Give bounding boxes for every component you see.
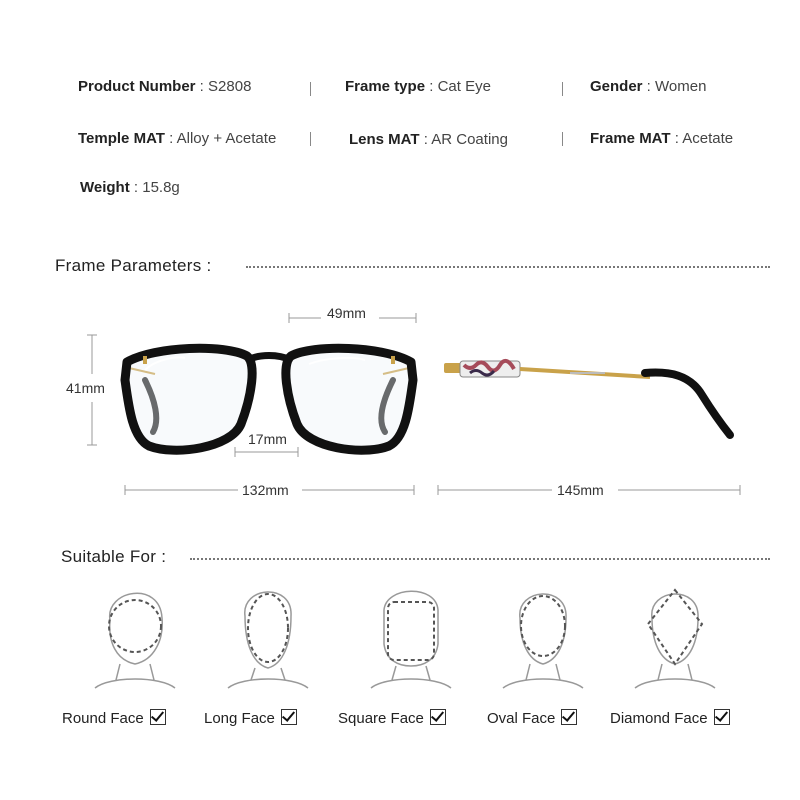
lens-width-label: 49mm [327, 305, 366, 321]
face-label-text: Long Face [204, 710, 275, 727]
glasses-side-icon [440, 355, 745, 450]
face-label-long [204, 709, 297, 727]
spec-frame-mat: Frame MAT : Acetate [590, 130, 734, 147]
spec-label: Temple MAT [78, 130, 165, 147]
face-label-text: Oval Face [487, 710, 556, 727]
spec-value: Women [655, 78, 707, 95]
face-label-diamond [610, 709, 730, 727]
face-label-oval [487, 709, 577, 727]
face-label-text: Square Face [338, 710, 424, 727]
temple-length-label: 145mm [557, 482, 604, 498]
checkbox-icon [714, 709, 730, 725]
oval-face-icon [498, 580, 588, 690]
checkbox-icon [430, 709, 446, 725]
square-face-icon [366, 580, 456, 690]
section-dotted-line [190, 558, 770, 560]
spec-value: S2808 [208, 78, 252, 95]
face-label-square [338, 709, 446, 727]
long-face-icon [223, 580, 313, 690]
spec-label: Frame MAT [590, 130, 671, 147]
spec-value: Alloy + Acetate [176, 130, 277, 147]
round-face-icon [90, 580, 180, 690]
section-dotted-line [246, 266, 770, 268]
face-label-round [62, 709, 166, 727]
spec-lens-mat: Lens MAT : AR Coating [349, 131, 508, 148]
divider [310, 82, 311, 96]
face-label-text: Diamond Face [610, 710, 708, 727]
spec-weight: Weight : 15.8g [80, 179, 180, 196]
spec-gender: Gender : Women [590, 78, 707, 95]
checkbox-icon [150, 709, 166, 725]
glasses-front-icon [115, 340, 425, 460]
frame-width-label: 132mm [242, 482, 289, 498]
face-label-text: Round Face [62, 710, 144, 727]
spec-temple-mat: Temple MAT : Alloy + Acetate [78, 130, 277, 147]
spec-label: Frame type [345, 78, 426, 95]
spec-label: Weight [80, 179, 130, 196]
spec-value: Cat Eye [437, 78, 491, 95]
frame-parameters-title: Frame Parameters : [55, 256, 212, 275]
divider [562, 82, 563, 96]
divider [310, 132, 311, 146]
spec-label: Product Number [78, 78, 196, 95]
lens-height-label: 41mm [66, 380, 105, 396]
spec-product-number: Product Number : S2808 [78, 78, 252, 95]
spec-label: Lens MAT [349, 131, 420, 148]
bridge-width-label: 17mm [248, 431, 287, 447]
spec-value: Acetate [682, 130, 734, 147]
checkbox-icon [281, 709, 297, 725]
spec-label: Gender [590, 78, 643, 95]
spec-value: AR Coating [431, 131, 508, 148]
diamond-face-icon [630, 580, 720, 690]
checkbox-icon [561, 709, 577, 725]
spec-frame-type: Frame type : Cat Eye [345, 78, 491, 95]
divider [562, 132, 563, 146]
spec-value: 15.8g [142, 179, 180, 196]
suitable-for-title: Suitable For : [61, 547, 167, 566]
